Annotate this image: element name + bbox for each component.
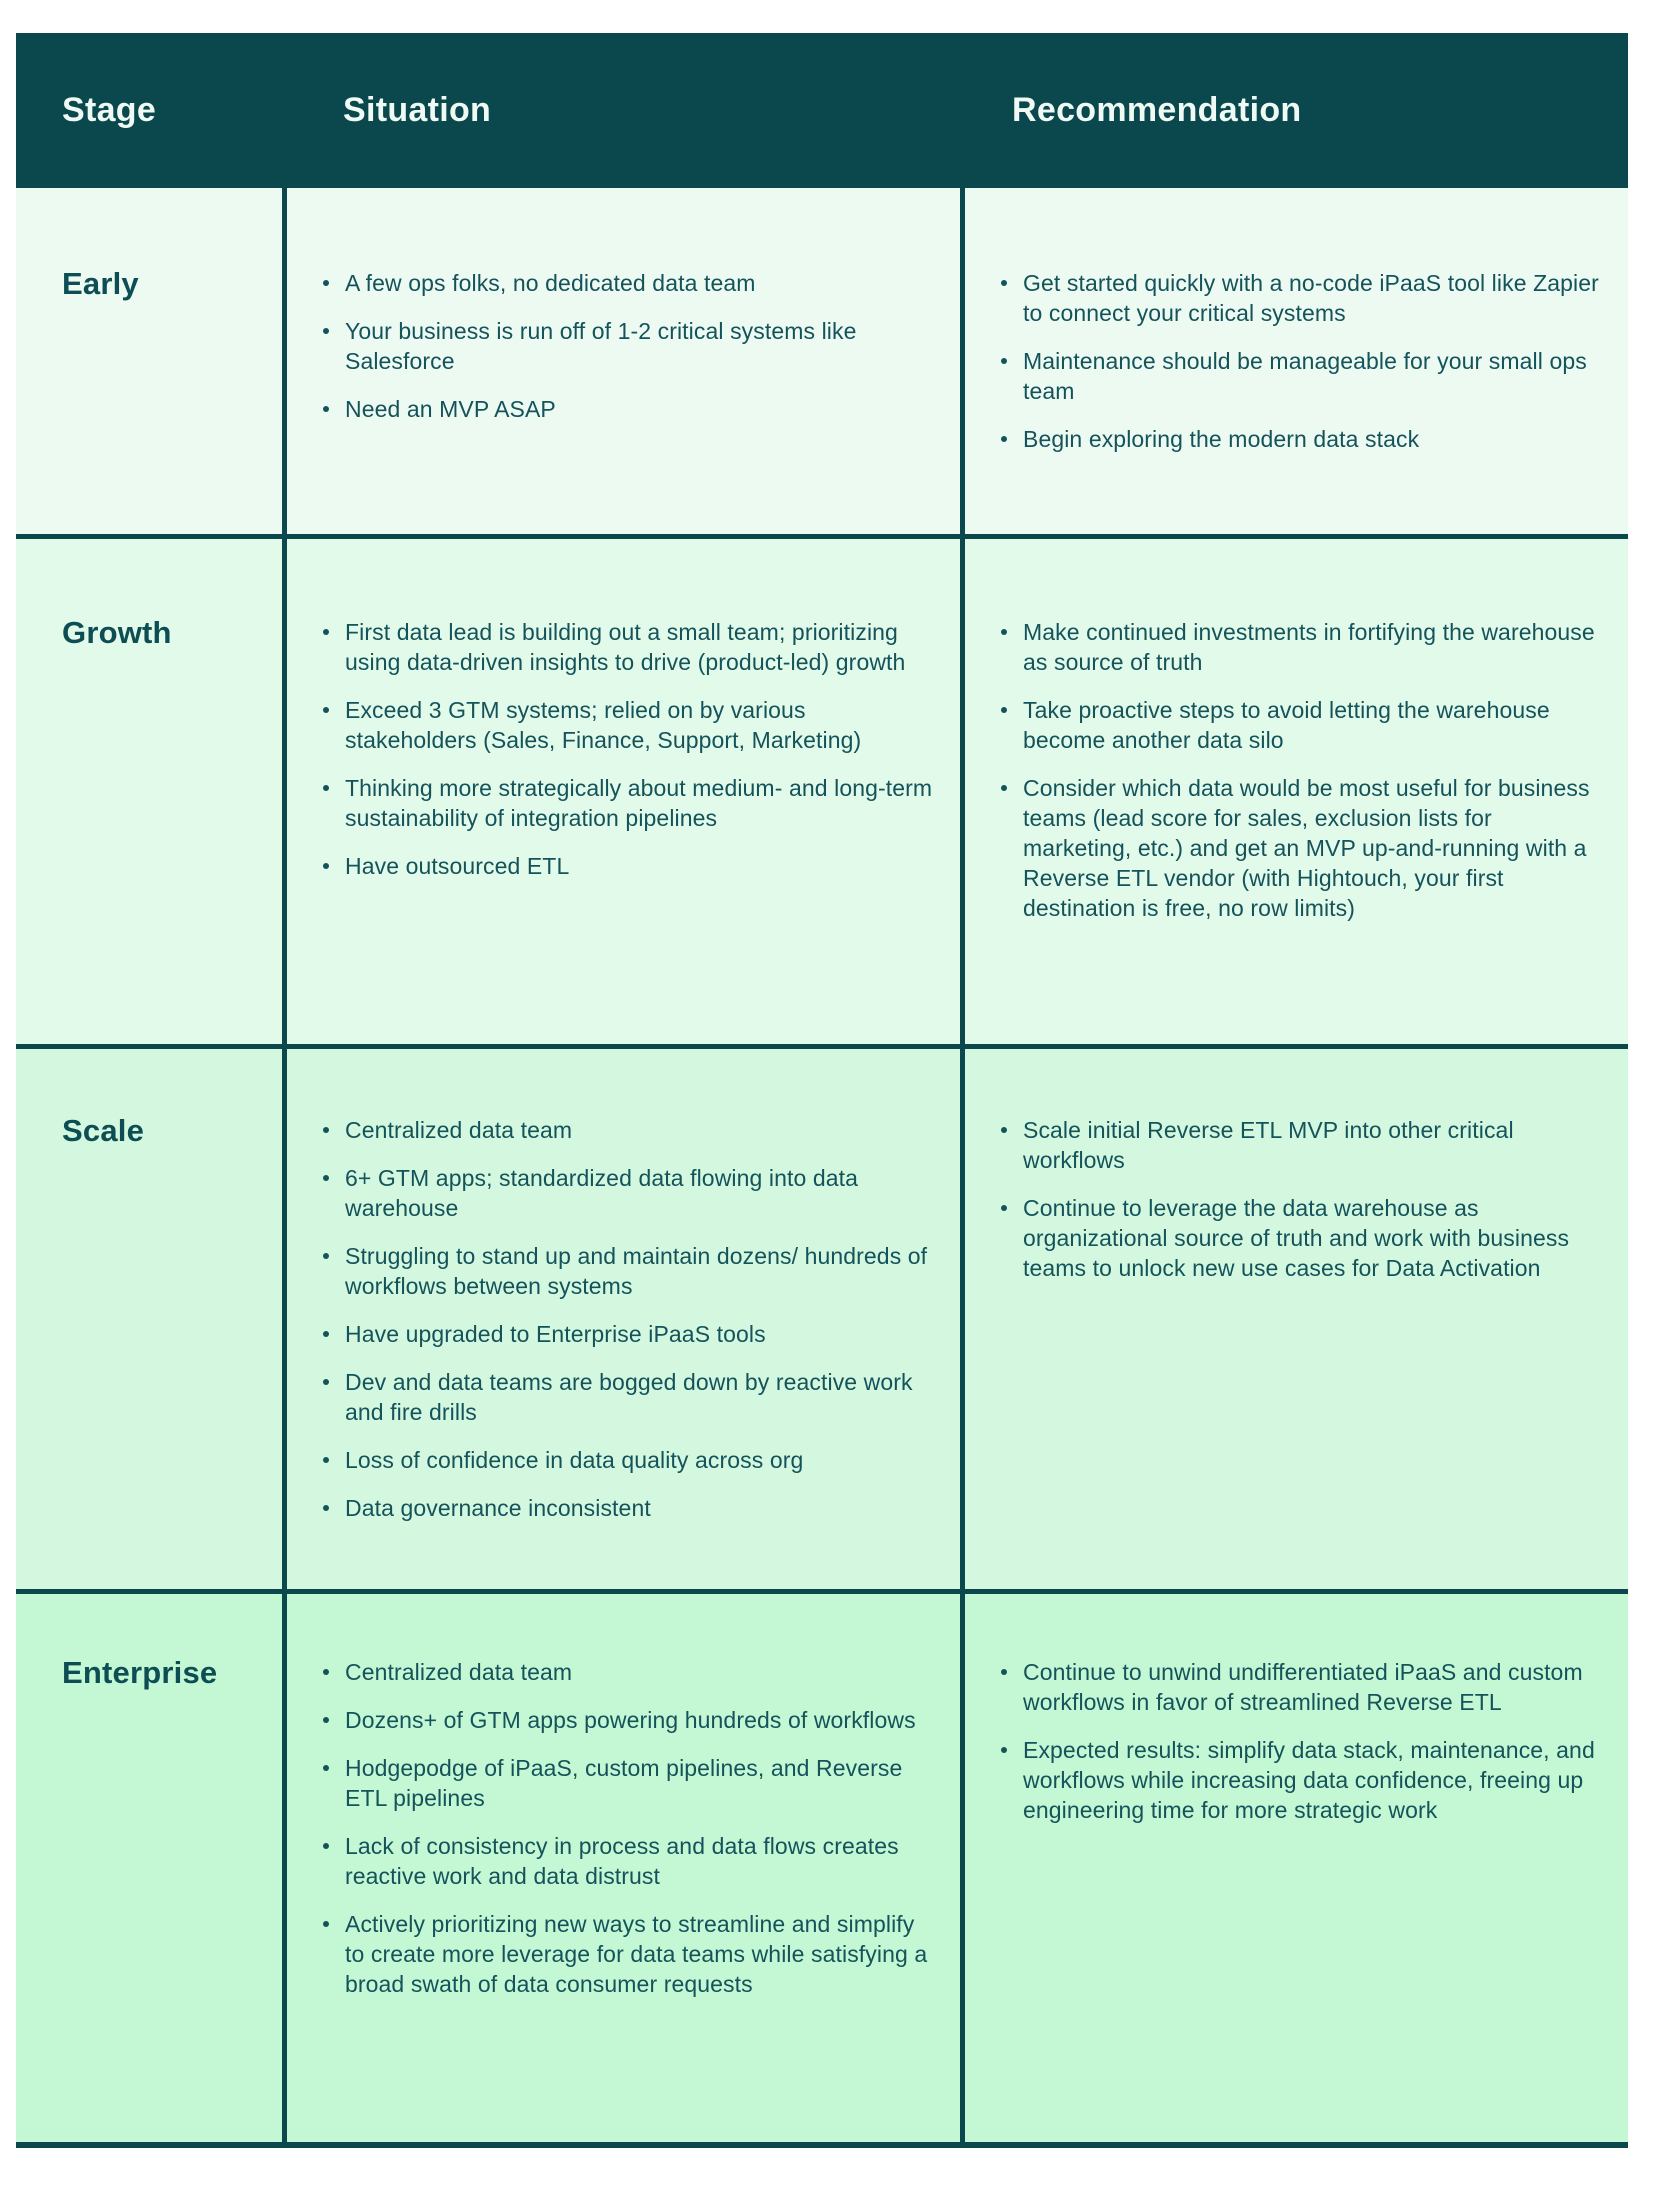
table-row-enterprise	[16, 1589, 1628, 2142]
list-item: Begin exploring the modern data stack	[1000, 424, 1603, 454]
table-row-early	[16, 188, 1628, 534]
stage-label-early: Early	[62, 266, 139, 301]
situation-list	[322, 268, 935, 424]
list-item: Centralized data team	[322, 1657, 935, 1687]
recommendation-cell-early	[960, 188, 1628, 534]
recommendation-list	[1000, 1115, 1603, 1283]
situation-list	[322, 1657, 935, 1999]
recommendation-list	[1000, 617, 1603, 923]
stages-table	[16, 33, 1628, 2148]
list-item: Loss of confidence in data quality across org	[322, 1445, 935, 1475]
list-item: Hodgepodge of iPaaS, custom pipelines, and Reverse ETL pipelines	[322, 1753, 935, 1813]
list-item: Lack of consistency in process and data flows creates reactive work and data distrust	[322, 1831, 935, 1891]
list-item: Expected results: simplify data stack, maintenance, and workflows while increasing data confidence, freeing up engineering time for more strategic work	[1000, 1735, 1603, 1825]
stage-cell-growth	[16, 539, 282, 726]
list-item: Maintenance should be manageable for your small ops team	[1000, 346, 1603, 406]
situation-cell-early	[282, 188, 960, 534]
stage-label-growth: Growth	[62, 615, 172, 650]
situation-cell-scale	[282, 1049, 960, 1589]
list-item: Take proactive steps to avoid letting the warehouse become another data silo	[1000, 695, 1603, 755]
list-item: Dev and data teams are bogged down by reactive work and fire drills	[322, 1367, 935, 1427]
list-item: Make continued investments in fortifying the warehouse as source of truth	[1000, 617, 1603, 677]
column-header-recommendation: Recommendation	[1012, 91, 1302, 129]
list-item: Scale initial Reverse ETL MVP into other critical workflows	[1000, 1115, 1603, 1175]
list-item: Thinking more strategically about medium- and long-term sustainability of integration pipelines	[322, 773, 935, 833]
stage-label-scale: Scale	[62, 1113, 145, 1148]
list-item: Continue to leverage the data warehouse as organizational source of truth and work with business teams to unlock new use cases for Data Activation	[1000, 1193, 1603, 1283]
list-item: A few ops folks, no dedicated data team	[322, 268, 935, 298]
list-item: 6+ GTM apps; standardized data flowing into data warehouse	[322, 1163, 935, 1223]
stage-cell-enterprise	[16, 1594, 282, 1751]
list-item: Your business is run off of 1-2 critical systems like Salesforce	[322, 316, 935, 376]
list-item: Data governance inconsistent	[322, 1493, 935, 1523]
list-item: Dozens+ of GTM apps powering hundreds of workflows	[322, 1705, 935, 1735]
stage-cell-early	[16, 188, 282, 379]
column-header-situation: Situation	[343, 91, 492, 129]
list-item: Have upgraded to Enterprise iPaaS tools	[322, 1319, 935, 1349]
stage-label-enterprise: Enterprise	[62, 1655, 218, 1690]
situation-cell-enterprise	[282, 1594, 960, 2142]
list-item: Get started quickly with a no-code iPaaS tool like Zapier to connect your critical systems	[1000, 268, 1603, 328]
list-item: Centralized data team	[322, 1115, 935, 1145]
column-header-stage: Stage	[62, 91, 157, 129]
list-item: Continue to unwind undifferentiated iPaaS and custom workflows in favor of streamlined Reverse ETL	[1000, 1657, 1603, 1717]
list-item: Have outsourced ETL	[322, 851, 935, 881]
situation-list	[322, 617, 935, 881]
recommendation-cell-scale	[960, 1049, 1628, 1589]
table-row-scale	[16, 1044, 1628, 1589]
table-row-growth	[16, 534, 1628, 1044]
recommendation-cell-enterprise	[960, 1594, 1628, 2142]
list-item: Actively prioritizing new ways to streamline and simplify to create more leverage for data teams while satisfying a broad swath of data consumer requests	[322, 1909, 935, 1999]
situation-cell-growth	[282, 539, 960, 1044]
stage-cell-scale	[16, 1049, 282, 1212]
recommendation-list	[1000, 268, 1603, 454]
table-header	[16, 33, 1628, 188]
list-item: Exceed 3 GTM systems; relied on by various stakeholders (Sales, Finance, Support, Marketing)	[322, 695, 935, 755]
list-item: Consider which data would be most useful for business teams (lead score for sales, exclusion lists for marketing, etc.) and get an MVP up-and-running with a Reverse ETL vendor (with Hightouch, your first destination is free, no row limits)	[1000, 773, 1603, 923]
recommendation-list	[1000, 1657, 1603, 1825]
list-item: Struggling to stand up and maintain dozens/ hundreds of workflows between systems	[322, 1241, 935, 1301]
recommendation-cell-growth	[960, 539, 1628, 1044]
situation-list	[322, 1115, 935, 1523]
list-item: Need an MVP ASAP	[322, 394, 935, 424]
list-item: First data lead is building out a small team; prioritizing using data-driven insights to drive (product-led) growth	[322, 617, 935, 677]
